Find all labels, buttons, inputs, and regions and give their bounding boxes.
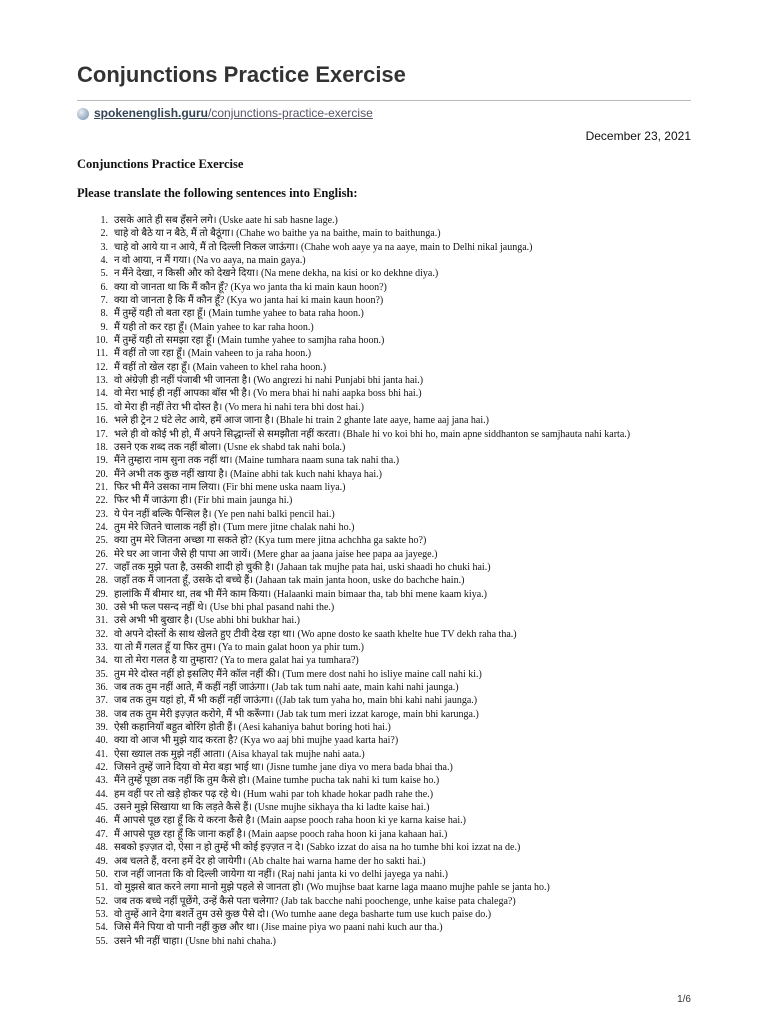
list-item: [0, 774, 768, 787]
item-number: 12.: [95, 361, 108, 373]
item-number: 18.: [95, 441, 108, 453]
item-text: सबको इज़्ज़त दो, ऐसा न हो तुम्हें भी कोई इज़्ज़त न दे। (Sabko izzat do aisa na ho tumhe bhi koi izzat na de.): [114, 842, 521, 854]
list-item: [0, 628, 768, 641]
item-text: मैं आपसे पूछ रहा हूँ कि ये करना कैसे है। (Main aapse pooch raha hoon ki ye karna kaise hai.): [114, 815, 466, 827]
item-text: ऐसी कहानियाँ बहुत बोरिंग होती हैं। (Aesi kahaniya bahut boring hoti hai.): [114, 722, 391, 734]
item-text: मैं आपसे पूछ रहा हूँ कि जाना कहाँ है। (Main aapse pooch raha hoon ki jana kahaan hai.): [114, 828, 448, 840]
list-item: [0, 281, 768, 294]
item-number: 48.: [95, 842, 108, 854]
item-text: वो मेरा भाई ही नहीं आपका बॉस भी है। (Vo mera bhai hi nahi aapka boss bhi hai.): [114, 388, 422, 400]
item-number: 16.: [95, 415, 108, 427]
list-item: [0, 494, 768, 507]
item-text: जब तक तुम नहीं आते, मैं कहीं नहीं जाऊंगा। (Jab tak tum nahi aate, main kahi nahi jaunga.): [114, 682, 459, 694]
item-text: चाहे वो आये या न आये, मैं तो दिल्ली निकल जाऊंगा। (Chahe woh aaye ya na aaye, main to Delhi nikal jaunga.): [114, 241, 533, 253]
item-number: 54.: [95, 922, 108, 934]
item-text: या तो मेरा गलत है या तुम्हारा? (Ya to mera galat hai ya tumhara?): [114, 655, 359, 667]
item-number: 49.: [95, 855, 108, 867]
item-number: 51.: [95, 882, 108, 894]
item-text: जब तक तुम यहां हो, मैं भी कहीं नहीं जाऊंगा। ((Jab tak tum yaha ho, main bhi kahi nahi jaunga.): [114, 695, 478, 707]
title-divider: [77, 100, 691, 101]
source-path[interactable]: /conjunctions-practice-exercise: [208, 106, 373, 120]
list-item: [0, 761, 768, 774]
list-item: [0, 347, 768, 360]
item-text: या तो मैं गलत हूँ या फिर तुम। (Ya to main galat hoon ya phir tum.): [114, 642, 364, 653]
list-item: [0, 908, 768, 921]
item-number: 44.: [95, 788, 108, 800]
item-number: 4.: [100, 255, 108, 267]
publish-date: December 23, 2021: [585, 129, 691, 143]
item-number: 23.: [95, 508, 108, 520]
list-item: [0, 441, 768, 454]
item-text: मैं तुम्हें यही तो समझा रहा हूँ। (Main tumhe yahee to samjha raha hoon.): [114, 335, 385, 347]
item-text: न वो आया, न मैं गया। (Na vo aaya, na main gaya.): [114, 255, 306, 267]
list-item: [0, 841, 768, 854]
item-text: मैं वहीं तो खेल रहा हूँ। (Main vaheen to khel raha hoon.): [114, 361, 327, 373]
list-item: [0, 254, 768, 267]
list-item: [0, 895, 768, 908]
item-number: 29.: [95, 588, 108, 600]
item-text: मैं तुम्हें यही तो बता रहा हूँ। (Main tumhe yahee to bata raha hoon.): [114, 308, 364, 320]
item-text: चाहे वो बैठे या न बैठे, मैं तो बैठूंगा। (Chahe wo baithe ya na baithe, main to baithunga.): [114, 228, 441, 240]
sentence-list: [0, 214, 768, 948]
list-item: [0, 721, 768, 734]
item-number: 36.: [95, 682, 108, 694]
item-text: फिर भी मैं जाऊंगा ही। (Fir bhi main jaunga hi.): [114, 495, 293, 507]
item-number: 3.: [100, 241, 108, 253]
item-text: वो अपने दोस्तों के साथ खेलते हुए टीवी देख रहा था। (Wo apne dosto ke saath khelte hue TV dekh raha tha.): [114, 628, 517, 640]
item-number: 5.: [100, 268, 108, 280]
item-number: 53.: [95, 908, 108, 920]
item-number: 27.: [95, 561, 108, 573]
item-text: ये पेन नहीं बल्कि पैन्सिल है। (Ye pen nahi balki pencil hai.): [114, 508, 335, 520]
item-number: 7.: [100, 295, 108, 307]
list-item: [0, 267, 768, 280]
item-number: 22.: [95, 495, 108, 507]
item-text: भले ही वो कोई भी हो, मैं अपने सिद्धान्तों से समझौता नहीं करता। (Bhale hi vo koi bhi ho, main apne siddhanton se samjhauta nahi karta.): [114, 428, 631, 440]
list-item: [0, 601, 768, 614]
item-number: 25.: [95, 535, 108, 547]
item-text: भले ही ट्रेन 2 घंटे लेट आये, हमें आज जाना है। (Bhale hi train 2 ghante late aaye, hame aaj jana hai.): [114, 415, 489, 427]
list-item: [0, 935, 768, 948]
item-number: 19.: [95, 455, 108, 467]
item-number: 24.: [95, 521, 108, 533]
item-text: उसने मुझे सिखाया था कि लड़ते कैसे हैं। (Usne mujhe sikhaya tha ki ladte kaise hai.): [114, 802, 430, 814]
list-item: [0, 481, 768, 494]
item-number: 40.: [95, 735, 108, 747]
list-item: [0, 828, 768, 841]
item-text: अब चलते हैं, वरना हमें देर हो जायेगी। (Ab chalte hai warna hame der ho sakti hai.): [114, 855, 426, 867]
item-number: 52.: [95, 895, 108, 907]
item-number: 34.: [95, 655, 108, 667]
list-item: [0, 414, 768, 427]
item-number: 10.: [95, 335, 108, 347]
list-item: [0, 708, 768, 721]
item-text: मैंने तुम्हारा नाम सुना तक नहीं था। (Maine tumhara naam suna tak nahi tha.): [114, 455, 400, 467]
list-item: [0, 387, 768, 400]
item-number: 1.: [100, 215, 108, 226]
item-text: मैंने तुम्हें पूछा तक नहीं कि तुम कैसे हो। (Maine tumhe pucha tak nahi ki tum kaise ho.): [114, 775, 440, 787]
item-number: 6.: [100, 281, 108, 293]
list-item: [0, 428, 768, 441]
item-number: 20.: [95, 468, 108, 480]
list-item: [0, 868, 768, 881]
item-number: 8.: [100, 308, 108, 320]
item-text: वो मेरा ही नहीं तेरा भी दोस्त है। (Vo mera hi nahi tera bhi dost hai.): [114, 401, 364, 413]
item-number: 47.: [95, 828, 108, 840]
item-text: वो तुम्हें आने देगा बशर्ते तुम उसे कुछ पैसे दो। (Wo tumhe aane dega basharte tum use kuch paise do.): [114, 908, 492, 920]
item-number: 21.: [95, 481, 108, 493]
item-number: 46.: [95, 815, 108, 827]
page-title: Conjunctions Practice Exercise: [77, 62, 406, 87]
item-number: 43.: [95, 775, 108, 787]
item-text: हालांकि मैं बीमार था, तब भी मैंने काम किया। (Halaanki main bimaar tha, tab bhi mene kaam kiya.): [114, 588, 487, 600]
list-item: [0, 588, 768, 601]
item-text: मेरे घर आ जाना जैसे ही पापा आ जायें। (Mere ghar aa jaana jaise hee papa aa jayege.): [114, 548, 438, 560]
item-text: क्या वो आज भी मुझे याद करता है? (Kya wo aaj bhi mujhe yaad karta hai?): [114, 735, 399, 747]
list-item: [0, 734, 768, 747]
item-text: उसे भी फल पसन्द नहीं थे। (Use bhi phal pasand nahi the.): [114, 601, 335, 613]
list-item: [0, 668, 768, 681]
list-item: [0, 361, 768, 374]
item-text: जिसे मैंने पिया वो पानी नहीं कुछ और था। (Jise maine piya wo paani nahi kuch aur tha.): [114, 922, 443, 934]
page-number: 1/6: [677, 994, 691, 1005]
list-item: [0, 814, 768, 827]
item-text: जब तक बच्चे नहीं पूछेंगे, उन्हें कैसे पता चलेगा? (Jab tak bacche nahi poochenge, unhe kaise pata chalega?): [114, 895, 516, 907]
item-number: 13.: [95, 375, 108, 387]
item-text: क्या तुम मेरे जितना अच्छा गा सकते हो? (Kya tum mere jitna achchha ga sakte ho?): [114, 535, 427, 547]
list-item: [0, 401, 768, 414]
item-number: 37.: [95, 695, 108, 707]
list-item: [0, 614, 768, 627]
item-text: न मैंने देखा, न किसी और को देखने दिया। (Na mene dekha, na kisi or ko dekhne diya.): [114, 268, 439, 280]
list-item: [0, 374, 768, 387]
list-item: [0, 468, 768, 481]
item-number: 9.: [100, 321, 108, 333]
item-text: उसने एक शब्द तक नहीं बोला। (Usne ek shabd tak nahi bola.): [114, 441, 346, 453]
item-text: तुम मेरे जितने चालाक नहीं हो। (Tum mere jitne chalak nahi ho.): [114, 521, 355, 533]
item-text: जब तक तुम मेरी इज़्ज़त करोगे, मैं भी करूँगा। (Jab tak tum meri izzat karoge, main bhi karunga.): [114, 708, 479, 720]
list-item: [0, 241, 768, 254]
list-item: [0, 574, 768, 587]
list-item: [0, 641, 768, 654]
list-item: [0, 788, 768, 801]
item-text: राज नहीं जानता कि वो दिल्ली जायेगा या नहीं। (Raj nahi janta ki vo delhi jayega ya nahi.): [114, 868, 448, 880]
list-item: [0, 227, 768, 240]
item-number: 55.: [95, 935, 108, 947]
list-item: [0, 334, 768, 347]
list-item: [0, 454, 768, 467]
item-text: मैं यही तो कर रहा हूँ। (Main yahee to kar raha hoon.): [114, 321, 314, 333]
item-text: उसे अभी भी बुखार है। (Use abhi bhi bukhar hai.): [114, 615, 300, 627]
list-item: [0, 521, 768, 534]
item-number: 2.: [100, 228, 108, 240]
item-text: उसके आते ही सब हँसने लगे। (Uske aate hi sab hasne lage.): [114, 215, 338, 226]
item-text: ऐसा ख्याल तक मुझे नहीं आता। (Aisa khayal tak mujhe nahi aata.): [114, 748, 365, 760]
item-number: 38.: [95, 708, 108, 720]
item-number: 45.: [95, 802, 108, 814]
item-text: वो अंग्रेज़ी ही नहीं पंजाबी भी जानता है। (Wo angrezi hi nahi Punjabi bhi janta hai.): [114, 375, 424, 387]
item-text: मैंने अभी तक कुछ नहीं खाया है। (Maine abhi tak kuch nahi khaya hai.): [114, 468, 382, 480]
list-item: [0, 321, 768, 334]
item-number: 32.: [95, 628, 108, 640]
item-number: 17.: [95, 428, 108, 440]
item-number: 31.: [95, 615, 108, 627]
item-text: क्या वो जानता था कि मैं कौन हूँ? (Kya wo janta tha ki main kaun hoon?): [114, 281, 387, 293]
list-item: [0, 654, 768, 667]
instruction-heading: Please translate the following sentences into English:: [77, 186, 358, 200]
item-text: तुम मेरे दोस्त नहीं हो इसलिए मैंने कॉल नहीं की। (Tum mere dost nahi ho isliye maine call nahi ki.): [114, 668, 482, 680]
item-number: 15.: [95, 401, 108, 413]
source-link[interactable]: [77, 106, 373, 120]
item-number: 26.: [95, 548, 108, 560]
list-item: [0, 561, 768, 574]
list-item: [0, 801, 768, 814]
list-item: [0, 681, 768, 694]
item-text: हम वहीं पर तो खड़े होकर पढ़ रहे थे। (Hum wahi par toh khade hokar padh rahe the.): [114, 788, 434, 800]
list-item: [0, 694, 768, 707]
item-number: 28.: [95, 575, 108, 587]
list-item: [0, 748, 768, 761]
item-number: 14.: [95, 388, 108, 400]
list-item: [0, 855, 768, 868]
item-text: उसने भी नहीं चाहा। (Usne bhi nahi chaha.): [114, 935, 277, 947]
item-number: 11.: [95, 348, 108, 360]
list-item: [0, 881, 768, 894]
source-domain[interactable]: spokenenglish.guru: [94, 106, 209, 120]
item-text: जिसने तुम्हें जाने दिया वो मेरा बड़ा भाई था। (Jisne tumhe jane diya vo mera bada bhai tha.): [114, 762, 453, 774]
item-number: 35.: [95, 668, 108, 680]
item-text: जहाँ तक मुझे पता है, उसकी शादी हो चुकी है। (Jahaan tak mujhe pata hai, uski shaadi ho chuki hai.): [114, 561, 491, 573]
list-item: [0, 534, 768, 547]
list-item: [0, 921, 768, 934]
item-number: 50.: [95, 868, 108, 880]
item-text: वो मुझसे बात करने लगा मानो मुझे पहले से जानता हो। (Wo mujhse baat karne laga maano mujhe pahle se janta ho.): [114, 882, 550, 894]
item-number: 39.: [95, 722, 108, 734]
globe-icon: [77, 108, 89, 120]
list-item: [0, 548, 768, 561]
item-text: जहाँ तक मैं जानता हूँ, उसके दो बच्चे हैं। (Jahaan tak main janta hoon, uske do bachche hain.): [114, 575, 465, 587]
list-item: [0, 294, 768, 307]
list-item: [0, 214, 768, 227]
item-number: 33.: [95, 642, 108, 653]
list-item: [0, 508, 768, 521]
exercise-heading: Conjunctions Practice Exercise: [77, 157, 244, 171]
list-item: [0, 307, 768, 320]
item-number: 42.: [95, 762, 108, 774]
item-text: फिर भी मैंने उसका नाम लिया। (Fir bhi mene uska naam liya.): [114, 481, 346, 493]
item-number: 41.: [95, 748, 108, 760]
item-text: मैं वहीं तो जा रहा हूँ। (Main vaheen to ja raha hoon.): [114, 348, 312, 360]
item-text: क्या वो जानता है कि मैं कौन हूँ? (Kya wo janta hai ki main kaun hoon?): [114, 295, 384, 307]
item-number: 30.: [95, 601, 108, 613]
